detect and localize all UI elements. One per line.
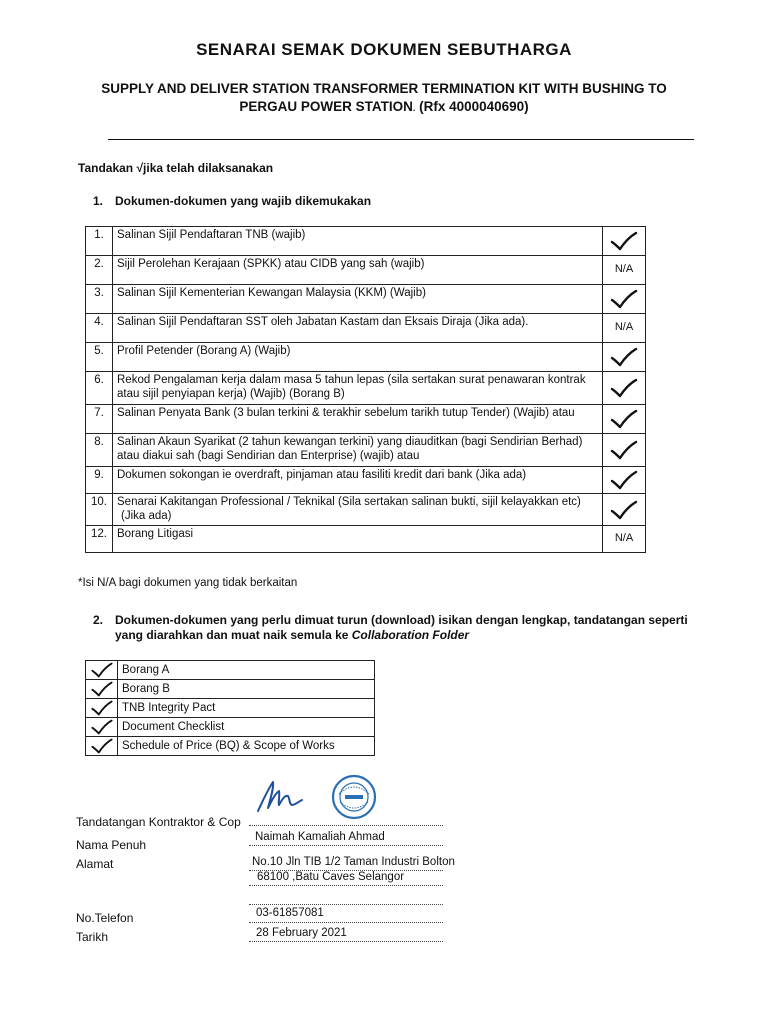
row-description <box>113 285 603 314</box>
checkmark-icon <box>610 470 638 490</box>
row-description-line-1: Salinan Akaun Syarikat (2 tahun kewangan terkini) yang diauditkan (bagi Sendirian Berhad) <box>117 436 583 448</box>
address-line-2 <box>249 885 443 886</box>
address-value-line-2: 68100 ,Batu Caves Selangor <box>257 871 405 883</box>
row-description <box>113 372 603 405</box>
na-note: *Isi N/A bagi dokumen yang tidak berkaitan <box>78 577 298 589</box>
row-checkbox[interactable] <box>603 405 646 434</box>
row-number: 7. <box>86 405 113 434</box>
row-description <box>113 434 603 467</box>
document-row <box>86 314 646 343</box>
date-value: 28 February 2021 <box>256 927 347 939</box>
checkmark-icon <box>610 500 638 520</box>
phone-value: 03-61857081 <box>256 907 324 919</box>
row-number: 2. <box>86 256 113 285</box>
document-title: SENARAI SEMAK DOKUMEN SEBUTHARGA <box>196 40 572 59</box>
checkmark-icon <box>90 719 114 735</box>
row-description-line-1: Rekod Pengalaman kerja dalam masa 5 tahun lepas (sila sertakan surat penawaran kontrak <box>117 374 586 386</box>
checkmark-icon <box>90 738 114 754</box>
row-checkbox[interactable] <box>603 494 646 526</box>
na-mark: N/A <box>614 321 634 334</box>
row-checkbox[interactable] <box>603 434 646 467</box>
row-checkbox[interactable] <box>603 372 646 405</box>
subtitle-station: PERGAU POWER STATION <box>239 99 413 114</box>
download-checkbox[interactable] <box>86 680 118 699</box>
row-number: 12. <box>86 526 113 553</box>
document-row <box>86 285 646 314</box>
row-description <box>113 526 603 553</box>
row-description <box>113 343 603 372</box>
row-checkbox[interactable] <box>603 256 646 285</box>
download-row <box>86 699 375 718</box>
address-label: Alamat <box>76 857 114 871</box>
na-mark: N/A <box>614 263 634 276</box>
company-stamp <box>331 774 377 820</box>
mandatory-documents-table <box>85 226 646 553</box>
row-description-line-1: Borang Litigasi <box>117 528 194 540</box>
download-row <box>86 718 375 737</box>
document-row <box>86 405 646 434</box>
download-item-label: Borang B <box>118 680 375 699</box>
date-label: Tarikh <box>76 930 109 944</box>
section-1-title: Dokumen-dokumen yang wajib dikemukakan <box>115 194 372 208</box>
address-line-3 <box>249 904 443 905</box>
instruction-text: Tandakan √jika telah dilaksanakan <box>78 161 274 175</box>
row-description-line-1: Salinan Sijil Kementerian Kewangan Malaysia (KKM) (Wajib) <box>117 287 426 299</box>
row-description <box>113 227 603 256</box>
row-description <box>113 405 603 434</box>
row-checkbox[interactable] <box>603 285 646 314</box>
header-rule <box>108 139 694 140</box>
checkmark-icon <box>610 440 638 460</box>
document-row <box>86 256 646 285</box>
row-description <box>113 467 603 494</box>
row-description-line-1: Senarai Kakitangan Professional / Teknikal (Sila sertakan salinan bukti, sijil kelayakkan etc) <box>117 496 581 508</box>
row-number: 6. <box>86 372 113 405</box>
address-value-line-1: No.10 Jln TIB 1/2 Taman Industri Bolton <box>252 856 455 868</box>
subtitle-rfx: (Rfx 4000040690) <box>415 99 529 114</box>
download-row <box>86 661 375 680</box>
checkmark-icon <box>610 347 638 367</box>
row-checkbox[interactable] <box>603 526 646 553</box>
row-checkbox[interactable] <box>603 467 646 494</box>
download-checkbox[interactable] <box>86 661 118 680</box>
subtitle-dot: . <box>412 103 416 113</box>
section-2-heading <box>93 612 713 646</box>
row-number: 4. <box>86 314 113 343</box>
row-description-line-1: Profil Petender (Borang A) (Wajib) <box>117 345 291 357</box>
document-row <box>86 467 646 494</box>
row-number: 1. <box>86 227 113 256</box>
row-checkbox[interactable] <box>603 314 646 343</box>
na-mark: N/A <box>614 532 634 545</box>
document-row <box>86 227 646 256</box>
section-2-title-plain: yang diarahkan dan muat naik semula ke <box>115 628 352 642</box>
checkmark-icon <box>610 289 638 309</box>
row-description-line-1: Sijil Perolehan Kerajaan (SPKK) atau CIDB yang sah (wajib) <box>117 258 425 270</box>
download-checkbox[interactable] <box>86 718 118 737</box>
row-description <box>113 314 603 343</box>
subtitle-line-2 <box>70 98 698 117</box>
checkmark-icon <box>90 662 114 678</box>
document-subtitle <box>70 80 698 117</box>
section-2-title-line-2 <box>115 627 469 643</box>
section-1-number: 1. <box>93 194 104 208</box>
document-row <box>86 372 646 405</box>
date-line <box>249 941 443 942</box>
download-item-label: Document Checklist <box>118 718 375 737</box>
download-item-label: Schedule of Price (BQ) & Scope of Works <box>118 737 375 756</box>
checkmark-icon <box>610 409 638 429</box>
checkmark-icon <box>90 700 114 716</box>
download-row <box>86 680 375 699</box>
row-description <box>113 494 603 526</box>
download-checkbox[interactable] <box>86 699 118 718</box>
row-number: 10. <box>86 494 113 526</box>
document-row <box>86 434 646 467</box>
checkmark-icon <box>610 378 638 398</box>
row-description-line-1: Salinan Sijil Pendaftaran SST oleh Jabatan Kastam dan Eksais Diraja (Jika ada). <box>117 316 529 328</box>
signature-line <box>249 825 443 826</box>
document-row <box>86 526 646 553</box>
subtitle-line-1: SUPPLY AND DELIVER STATION TRANSFORMER TERMINATION KIT WITH BUSHING TO <box>101 81 667 96</box>
phone-label: No.Telefon <box>76 911 134 925</box>
name-line <box>249 845 443 846</box>
section-2-number: 2. <box>93 613 104 627</box>
row-description-line-1: Salinan Penyata Bank (3 bulan terkini & terakhir sebelum tarikh tutup Tender) (Wajib) atau <box>117 407 575 419</box>
phone-line <box>249 922 443 923</box>
checkmark-icon <box>90 681 114 697</box>
document-row <box>86 494 646 526</box>
collaboration-folder-text: Collaboration Folder <box>351 628 470 642</box>
name-value: Naimah Kamaliah Ahmad <box>255 831 385 843</box>
row-description-line-2: (Jika ada) <box>121 509 172 522</box>
row-number: 5. <box>86 343 113 372</box>
section-2-title-line-1: Dokumen-dokumen yang perlu dimuat turun (download) isikan dengan lengkap, tandatangan seperti <box>115 613 688 627</box>
checkmark-icon <box>610 231 638 251</box>
row-number: 9. <box>86 467 113 494</box>
download-row <box>86 737 375 756</box>
name-label: Nama Penuh <box>76 838 147 852</box>
row-description-line-1: Salinan Sijil Pendaftaran TNB (wajib) <box>117 229 306 241</box>
download-item-label: TNB Integrity Pact <box>118 699 375 718</box>
download-checkbox[interactable] <box>86 737 118 756</box>
row-checkbox[interactable] <box>603 343 646 372</box>
row-checkbox[interactable] <box>603 227 646 256</box>
row-description-line-1: Dokumen sokongan ie overdraft, pinjaman atau fasiliti kredit dari bank (Jika ada) <box>117 469 527 481</box>
row-description <box>113 256 603 285</box>
signature-label: Tandatangan Kontraktor & Cop <box>76 815 241 829</box>
row-description-line-2: atau sijil penyiapan kerja) (Wajib) (Borang B) <box>117 387 345 400</box>
document-row <box>86 343 646 372</box>
row-description-line-2: atau diakui sah (bagi Sendirian dan Enterprise) (wajib) atau <box>117 449 420 462</box>
contractor-signature <box>255 778 305 814</box>
download-item-label: Borang A <box>118 661 375 680</box>
row-number: 8. <box>86 434 113 467</box>
download-documents-table <box>85 660 375 756</box>
row-number: 3. <box>86 285 113 314</box>
